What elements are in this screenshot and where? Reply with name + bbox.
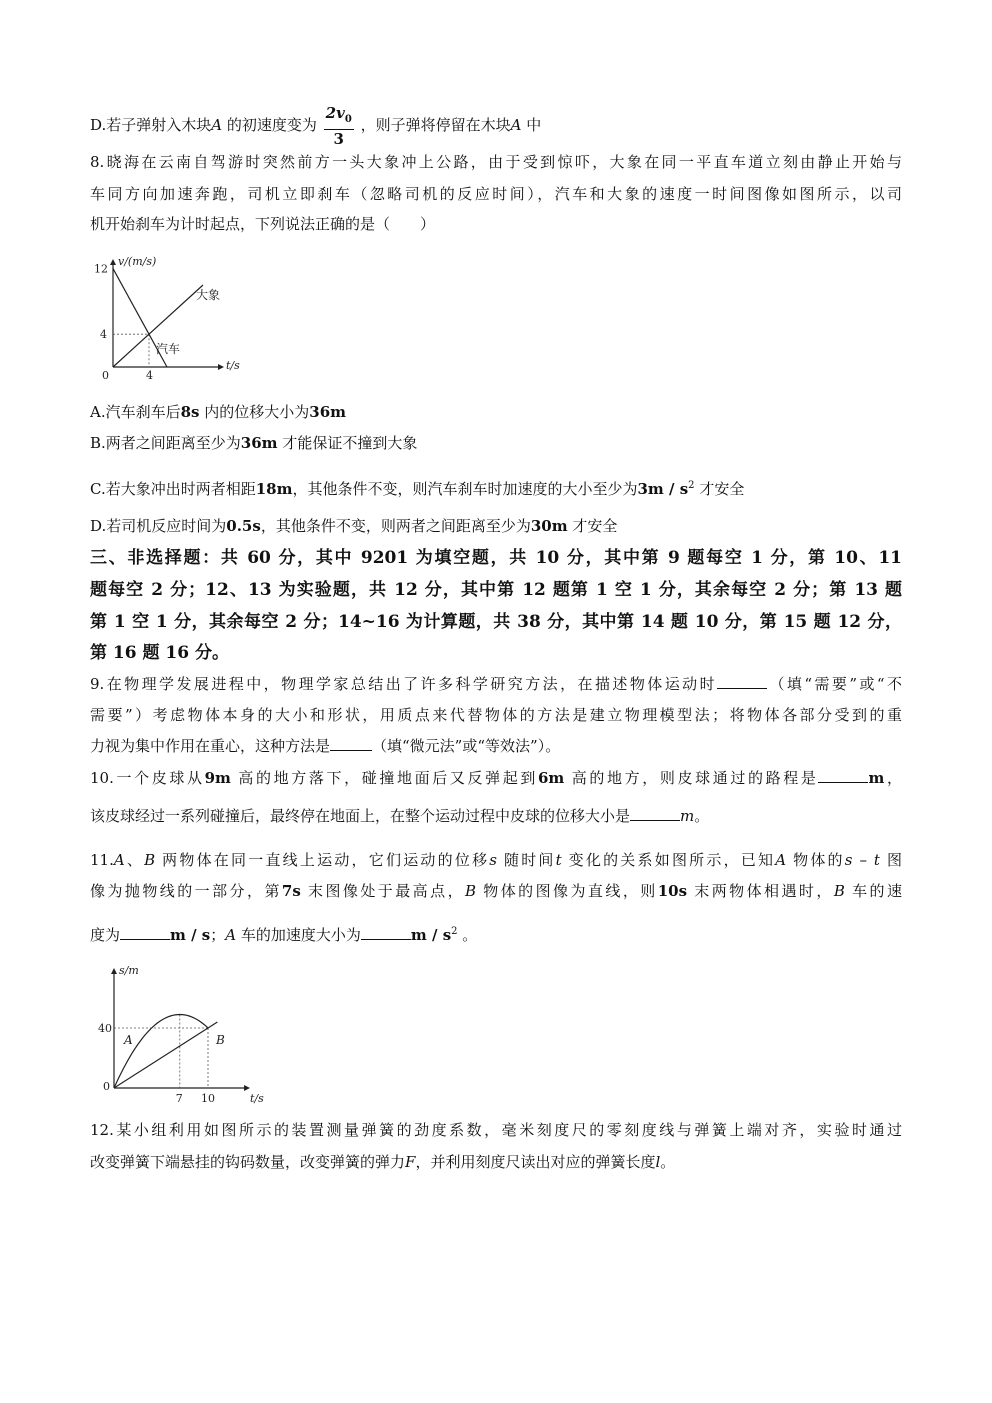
q8-stem-line-3: 机开始刹车为计时起点，下列说法正确的是（ ） (90, 215, 436, 233)
origin-label: 0 (102, 369, 109, 382)
x-tick-label: 7 (175, 1092, 183, 1105)
series-label-elephant: 大象 (196, 288, 221, 302)
q8-velocity-time-chart (90, 255, 250, 385)
q11-displacement-time-chart (98, 962, 268, 1112)
q11-line-2: 像为抛物线的一部分，第7s 末图像处于最高点，B 物体的图像为直线，则10s 末两物体相遇时，B 车的速 (90, 882, 902, 900)
y-axis-arrow (110, 259, 116, 265)
q12-line-2: 改变弹簧下端悬挂的钩码数量，改变弹簧的弹力F，并利用刻度尺读出对应的弹簧长度l。 (90, 1153, 676, 1171)
q10-line-1: 10.一个皮球从9m 高的地方落下，碰撞地面后又反弹起到6m 高的地方，则皮球通过的路程是 m， (90, 769, 902, 787)
section3-line-1: 三、非选择题：共 60 分，其中 9201 为填空题，共 10 分，其中第 9 题每空 1 分，第 10、11 (90, 548, 902, 568)
x-tick-label: 10 (201, 1092, 215, 1105)
y-axis-label: s/m (119, 964, 139, 977)
answer-blank[interactable] (361, 925, 411, 940)
q9-line-2: 需要”）考虑物体本身的大小和形状，用质点来代替物体的方法是建立物理模型法；将物体各部分受到的重 (90, 706, 902, 724)
q9-line-3: 力视为集中作用在重心，这种方法是 （填“微元法”或“等效法”）。 (90, 737, 561, 755)
x-axis-label: t/s (226, 359, 240, 372)
origin-label: 0 (103, 1080, 110, 1093)
q9-line-1: 9.在物理学发展进程中，物理学家总结出了许多科学研究方法，在描述物体运动时 （填“需要”或“不 (90, 675, 902, 693)
y-tick-label: 12 (94, 262, 108, 276)
x-tick-label: 4 (146, 369, 153, 382)
q10-line-2: 该皮球经过一系列碰撞后，最终停在地面上，在整个运动过程中皮球的位移大小是 m。 (90, 807, 710, 825)
section3-line-4: 第 16 题 16 分。 (90, 643, 229, 663)
x-axis-label: t/s (250, 1092, 264, 1105)
series-curve-A (114, 1015, 208, 1089)
answer-blank[interactable] (120, 925, 170, 940)
y-axis-label: v/(m/s) (118, 255, 157, 268)
series-label-A: A (124, 1033, 133, 1047)
series-label-B: B (216, 1033, 225, 1047)
y-tick-label: 4 (100, 328, 107, 342)
q8-option-a: A.汽车刹车后8s 内的位移大小为36m (90, 403, 347, 421)
answer-blank[interactable] (717, 674, 767, 689)
q8-option-d: D.若司机反应时间为0.5s，其他条件不变，则两者之间距离至少为30m 才安全 (90, 517, 618, 535)
q8-stem-line-2: 车同方向加速奔跑，司机立即刹车（忽略司机的反应时间），汽车和大象的速度一时间图像如图所示，以司 (90, 185, 902, 203)
q8-option-b: B.两者之间距离至少为36m 才能保证不撞到大象 (90, 434, 418, 452)
x-axis-arrow (244, 1085, 250, 1091)
answer-blank[interactable] (630, 806, 680, 821)
q11-line-1: 11.A、B 两物体在同一直线上运动，它们运动的位移s 随时间t 变化的关系如图所示，已知A 物体的s – t 图 (90, 851, 902, 869)
fraction-2v0-over-3: $\frac{2v_0}{3}$ (325, 104, 352, 148)
y-tick-label: 40 (98, 1022, 112, 1035)
q11-line-3: 度为 m / s；A 车的加速度大小为 m / $s^2$ 。 (90, 926, 478, 944)
q8-stem-line-1: 8.晓海在云南自驾游时突然前方一头大象冲上公路，由于受到惊吓，大象在同一平直车道立刻由静止开始与 (90, 153, 902, 171)
series-label-car: 汽车 (156, 342, 181, 356)
section3-line-2: 题每空 2 分；12、13 为实验题，共 12 分，其中第 12 题第 1 空 1 分，其余每空 2 分；第 13 题 (90, 580, 902, 600)
q12-line-1: 12.某小组利用如图所示的装置测量弹簧的劲度系数，毫米刻度尺的零刻度线与弹簧上端对齐，实验时通过 (90, 1121, 902, 1139)
q8-option-c: C.若大象冲出时两者相距18m，其他条件不变，则汽车刹车时加速度的大小至少为$3m / s^2$ 才安全 (90, 480, 745, 498)
series-line-B (114, 1022, 217, 1088)
q7-option-d: D.若子弹射入木块A 的初速度变为 $\frac{2v_0}{3}$ ，则子弹将停留在木块A 中 (90, 104, 542, 148)
answer-blank[interactable] (818, 768, 868, 783)
y-axis-arrow (111, 968, 117, 974)
x-axis-arrow (218, 364, 224, 370)
answer-blank[interactable] (330, 736, 372, 751)
section3-line-3: 第 1 空 1 分，其余每空 2 分；14~16 为计算题，共 38 分，其中第 14 题 10 分，第 15 题 12 分， (90, 612, 902, 632)
